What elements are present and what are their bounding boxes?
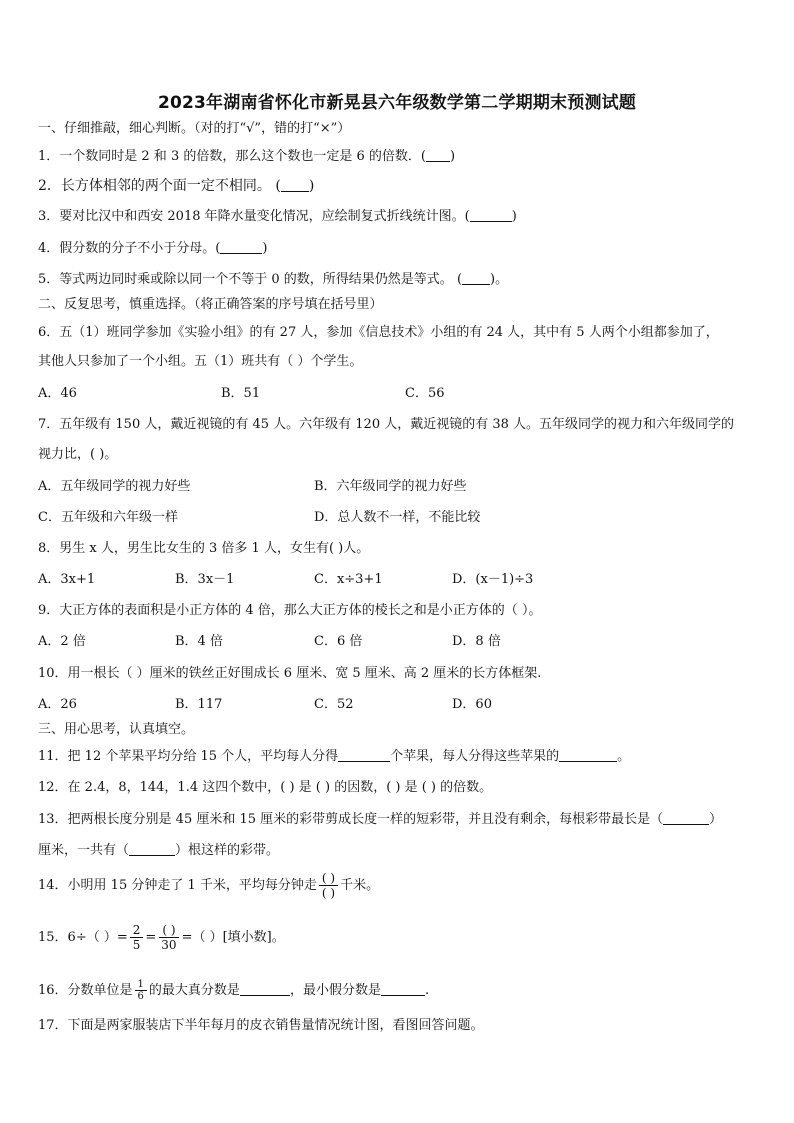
question-2: 2．长方体相邻的两个面一定不相同。 ( )	[38, 178, 315, 194]
question-7-options-row-1	[38, 478, 758, 496]
answer-blank[interactable]	[426, 148, 450, 162]
answer-blank[interactable]	[220, 240, 262, 254]
question-5: 5．等式两边同时乘或除以同一个不等于 0 的数，所得结果仍然是等式。 ( )。	[38, 272, 509, 287]
option-c[interactable]: C．52	[314, 697, 354, 712]
option-d[interactable]: D．8 倍	[452, 634, 501, 649]
question-13-line-2: 厘米，一共有（ ）根这样的彩带。	[38, 843, 280, 858]
question-15: 15．6÷（ ）= $\frac{2}{5}$ = $\frac{( )}{30}$ =（ ）[填小数]。	[38, 923, 285, 952]
answer-blank[interactable]	[470, 208, 512, 222]
question-16: 16．分数单位是 $\frac{1}{6}$ 的最大真分数是 ，最小假分数是 .	[38, 979, 430, 1002]
question-10-options	[38, 696, 758, 714]
question-6-line-2: 其他人只参加了一个小组。五（1）班共有（ ）个学生。	[38, 354, 363, 369]
option-c[interactable]: C．五年级和六年级一样	[38, 510, 178, 525]
answer-blank[interactable]	[381, 982, 425, 996]
section-1-heading: 一、仔细推敲，细心判断。（对的打“√”，错的打“×”）	[38, 121, 351, 136]
option-a[interactable]: A．26	[38, 697, 77, 712]
option-b[interactable]: B．六年级同学的视力好些	[314, 479, 467, 494]
answer-blank[interactable]	[559, 748, 617, 762]
fraction-blank-over-30[interactable]: $\frac{( )}{30}$	[161, 923, 177, 952]
option-c[interactable]: C．6 倍	[314, 634, 363, 649]
question-9: 9．大正方体的表面积是小正方体的 4 倍，那么大正方体的棱长之和是小正方体的（ ）。	[38, 603, 542, 618]
question-1: 1．一个数同时是 2 和 3 的倍数，那么这个数也一定是 6 的倍数．( )	[38, 149, 456, 164]
fraction-one-sixth: $\frac{1}{6}$	[135, 979, 147, 1002]
answer-blank[interactable]	[129, 842, 175, 856]
page-title: 2023年湖南省怀化市新晃县六年级数学第二学期期末预测试题	[157, 93, 637, 113]
option-a[interactable]: A．2 倍	[38, 634, 86, 649]
question-8: 8．男生 x 人，男生比女生的 3 倍多 1 人，女生有( )人。	[38, 541, 370, 556]
fraction-two-fifths: $\frac{2}{5}$	[130, 923, 144, 952]
question-7-line-2: 视力比，( )。	[38, 447, 118, 462]
option-b[interactable]: B．117	[175, 697, 223, 712]
question-7-options-row-2	[38, 509, 758, 527]
question-14: 14．小明用 15 分钟走了 1 千米，平均每分钟走 $\frac{( )}{( )}$ 千米。	[38, 871, 380, 900]
question-8-options	[38, 571, 758, 589]
section-3-heading: 三、用心思考，认真填空。	[38, 722, 195, 737]
option-b[interactable]: B．3x－1	[175, 572, 235, 587]
question-10: 10．用一根长（ ）厘米的铁丝正好围成长 6 厘米、宽 5 厘米、高 2 厘米的长方体框架.	[38, 666, 542, 681]
question-11: 11．把 12 个苹果平均分给 15 个人，平均每人分得 个苹果，每人分得这些苹果的 。	[38, 749, 631, 764]
option-a[interactable]: A．46	[38, 386, 77, 401]
option-d[interactable]: D．总人数不一样，不能比较	[314, 510, 481, 525]
answer-blank[interactable]	[338, 748, 390, 762]
question-4: 4．假分数的分子不小于分母。( )	[38, 241, 268, 256]
option-c[interactable]: C．56	[405, 386, 445, 401]
option-a[interactable]: A．五年级同学的视力好些	[38, 479, 191, 494]
option-b[interactable]: B．51	[221, 386, 261, 401]
question-13-line-1: 13．把两根长度分别是 45 厘米和 15 厘米的彩带剪成长度一样的短彩带，并且没有剩余，每根彩带最长是（ ）	[38, 812, 723, 827]
answer-blank[interactable]	[663, 811, 709, 825]
answer-blank[interactable]	[240, 982, 290, 996]
answer-blank[interactable]	[281, 178, 309, 192]
option-b[interactable]: B．4 倍	[175, 634, 223, 649]
section-2-heading: 二、反复思考，慎重选择。（将正确答案的序号填在括号里）	[38, 297, 383, 312]
question-7-line-1: 7．五年级有 150 人，戴近视镜的有 45 人。六年级有 120 人，戴近视镜的有 38 人。五年级同学的视力和六年级同学的	[38, 417, 735, 432]
answer-blank[interactable]	[462, 271, 490, 285]
option-a[interactable]: A．3x+1	[38, 572, 96, 587]
question-6-options	[38, 385, 758, 403]
question-9-options	[38, 633, 758, 651]
question-12: 12．在 2.4，8，144，1.4 这四个数中，( ) 是 ( ) 的因数，( ) 是 ( ) 的倍数。	[38, 780, 493, 795]
option-c[interactable]: C．x÷3+1	[314, 572, 383, 587]
option-d[interactable]: D．60	[452, 697, 492, 712]
question-17: 17．下面是两家服装店下半年每月的皮衣销售量情况统计图，看图回答问题。	[38, 1018, 484, 1033]
question-6-line-1: 6．五（1）班同学参加《实验小组》的有 27 人，参加《信息技术》小组的有 24 人，其中有 5 人两个小组都参加了，	[38, 325, 719, 340]
question-3: 3．要对比汉中和西安 2018 年降水量变化情况，应绘制复式折线统计图。( )	[38, 209, 517, 224]
fraction-blank[interactable]: $\frac{( )}{( )}$	[319, 871, 338, 900]
option-d[interactable]: D．(x－1)÷3	[452, 572, 534, 587]
